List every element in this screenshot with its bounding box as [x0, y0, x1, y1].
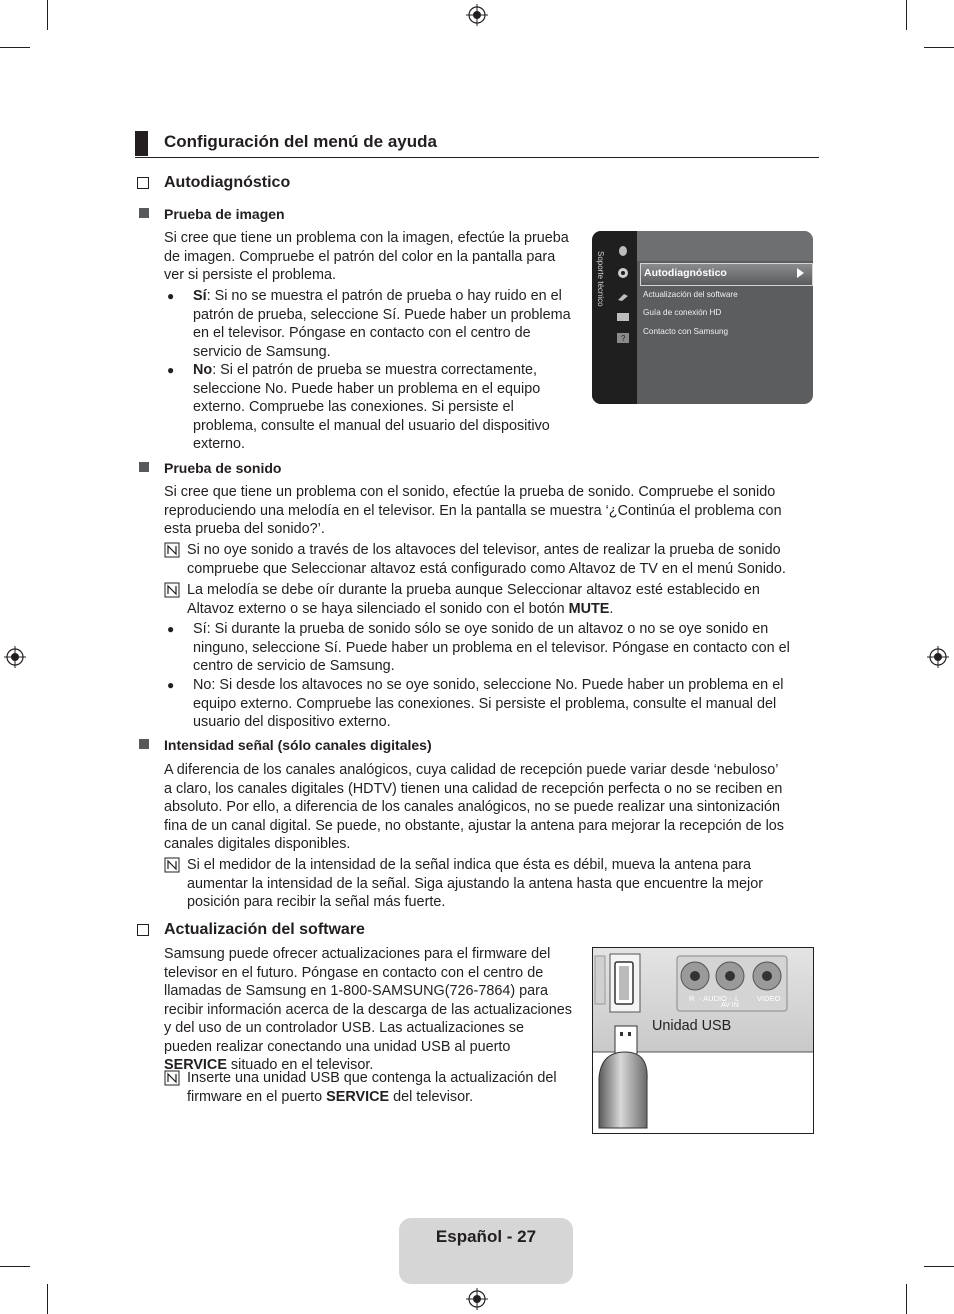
text-line: televisor en el futuro. Póngase en contacto con el centro de — [164, 964, 544, 981]
text-line: ver si persiste el problema. — [164, 267, 336, 283]
bold-service: SERVICE — [164, 1057, 227, 1073]
text-line — [187, 1088, 587, 1107]
note-icon — [164, 582, 180, 598]
text-line: fina de un canal digital. Se puede, no obstante, ajustar la antena para mejorar la recepción de los — [164, 817, 785, 834]
registration-mark-icon — [466, 1288, 488, 1310]
menu-item-autodiagnostico[interactable] — [640, 263, 813, 286]
text-line: Si cree que tiene un problema con el sonido, efectúe la prueba de sonido. Compruebe el sonido — [164, 484, 776, 500]
text-span: : Si el patrón de prueba se muestra correctamente, — [212, 362, 537, 378]
text-span: : Si no se muestra el patrón de prueba o hay ruido en el — [206, 288, 562, 304]
picture-icon — [616, 245, 630, 257]
text-line: A diferencia de los canales analógicos, cuya calidad de recepción puede variar desde ‘nebuloso’ — [164, 762, 779, 778]
sonido-bullet-si — [167, 620, 818, 676]
bold-service: SERVICE — [326, 1088, 390, 1105]
sonido-bullet-no — [167, 676, 818, 732]
sonido-paragraph — [164, 483, 814, 539]
text-line: ninguno, seleccione Sí. Puede haber un problema en el televisor. Póngase en contacto con el — [193, 639, 790, 656]
text-line: de imagen. Compruebe el patrón del color en la pantalla para — [164, 248, 556, 265]
menu-side-label: Soporte técnico — [596, 251, 605, 307]
bullet-dot-icon: ● — [167, 363, 175, 377]
bullet-dot-icon: ● — [167, 289, 175, 303]
text-line — [187, 600, 817, 619]
menu-item-label: Autodiagnóstico — [644, 267, 727, 279]
svg-text:?: ? — [621, 334, 626, 343]
text-line: Sí: Si durante la prueba de sonido sólo se oye sonido de un altavoz o no se oye sonido en — [193, 621, 769, 637]
registration-mark-icon — [466, 4, 488, 26]
text-span: . — [609, 600, 614, 617]
crop-mark — [47, 1284, 48, 1314]
text-line — [193, 361, 588, 380]
usb-drive-label: Unidad USB — [652, 1018, 732, 1034]
subheading-text: Prueba de sonido — [164, 460, 282, 476]
text-line: Samsung puede ofrecer actualizaciones para el firmware del — [164, 946, 551, 962]
registration-mark-icon — [927, 646, 949, 668]
crop-mark — [924, 47, 954, 48]
square-bullet-icon — [139, 739, 149, 749]
audio-port-label: - AUDIO - — [699, 994, 732, 1003]
text-line: en el televisor. Póngase en contacto con el centro de — [193, 325, 531, 341]
sonido-note-1 — [187, 541, 817, 578]
tv-rear-panel-illustration — [593, 948, 813, 1133]
satellite-icon — [616, 291, 630, 303]
heading-text: Autodiagnóstico — [164, 174, 291, 191]
text-line: recibir información acerca de la descarga de las actualizaciones — [164, 1001, 572, 1018]
text-line: absoluto. Por ello, a diferencia de los canales analógicos, no se puede realizar una sintonización — [164, 799, 780, 815]
text-line: centro de servicio de Samsung. — [193, 658, 395, 674]
text-line: usuario del dispositivo externo. — [193, 714, 391, 730]
text-line: posición para recibir la señal más fuerte. — [187, 894, 446, 910]
imagen-bullet-no — [167, 361, 588, 454]
text-line: Si el medidor de la intensidad de la señal indica que ésta es débil, mueva la antena para — [187, 857, 752, 873]
checkbox-square-icon — [137, 177, 149, 189]
heading-text: Actualización del software — [164, 921, 365, 938]
square-bullet-icon — [139, 208, 149, 218]
text-line: Si cree que tiene un problema con la imagen, efectúe la prueba — [164, 230, 569, 246]
text-line: patrón de prueba, seleccione Sí. Puede haber un problema — [193, 306, 571, 323]
subheading-text: Prueba de imagen — [164, 206, 285, 222]
page-number: Español - 27 — [435, 1227, 537, 1246]
text-line: externo. — [193, 436, 245, 452]
heading-autodiagnostico — [164, 174, 290, 192]
text-line: externo. Compruebe las conexiones. Si persiste el — [193, 399, 514, 415]
sonido-note-2 — [187, 581, 817, 618]
registration-mark-icon — [4, 646, 26, 668]
text-line: y del uso de un controlador USB. Las actualizaciones se — [164, 1020, 524, 1036]
text-line: compruebe que Seleccionar altavoz está configurado como Altavoz de TV en el menú Sonido. — [187, 560, 786, 577]
menu-item-actualizacion[interactable]: Actualización del software — [643, 290, 738, 299]
bold-mute: MUTE — [568, 600, 610, 617]
gear-icon — [616, 267, 630, 279]
text-line: esta prueba del sonido?’. — [164, 521, 325, 537]
text-line: canales digitales disponibles. — [164, 836, 351, 852]
subheading-prueba-imagen — [164, 206, 285, 222]
note-icon — [164, 542, 180, 558]
section-title-text: Configuración del menú de ayuda — [164, 132, 437, 151]
video-port-label: VIDEO — [757, 994, 781, 1003]
help-icon — [616, 332, 630, 344]
bold-key: No — [193, 362, 213, 378]
crop-mark — [0, 1266, 30, 1267]
senal-note — [187, 856, 817, 912]
subheading-intensidad-senal — [164, 737, 432, 753]
subheading-prueba-sonido — [164, 460, 281, 476]
text-span: Altavoz externo o se haya silenciado el sonido con el botón — [187, 600, 569, 617]
checkbox-square-icon — [137, 924, 149, 936]
heading-actualizacion — [164, 921, 365, 939]
text-line: aumentar la intensidad de la señal. Siga ajustando la antena hasta que encuentre la mejor — [187, 875, 764, 892]
menu-item-guia-hd[interactable]: Guía de conexión HD — [643, 308, 722, 317]
text-line: pueden realizar conectando una unidad USB al puerto — [164, 1038, 511, 1055]
crop-mark — [47, 0, 48, 30]
text-line — [193, 287, 588, 306]
crop-mark — [906, 0, 907, 30]
text-line: a claro, los canales digitales (HDTV) tienen una calidad de recepción perfecta o no se reciben en — [164, 780, 783, 797]
text-span: situado en el televisor. — [226, 1057, 374, 1073]
crop-mark — [906, 1284, 907, 1314]
bullet-dot-icon: ● — [167, 622, 175, 636]
arrow-right-icon — [797, 268, 804, 278]
bold-key: Sí — [193, 288, 207, 304]
senal-paragraph — [164, 761, 814, 854]
crop-mark — [924, 1266, 954, 1267]
actualizacion-paragraph — [164, 945, 589, 1075]
text-line: llamadas de Samsung en 1-800-SAMSUNG(726-7864) para — [164, 983, 548, 999]
audio-r-label: R — [689, 994, 695, 1003]
text-line: Si no oye sonido a través de los altavoces del televisor, antes de realizar la prueba de sonido — [187, 542, 781, 558]
bullet-dot-icon: ● — [167, 678, 175, 692]
note-icon — [164, 1070, 180, 1086]
title-bar — [135, 131, 148, 156]
text-line: reproduciendo una melodía en el televisor. En la pantalla se muestra ‘¿Continúa el problema con — [164, 502, 782, 519]
text-line: equipo externo. Compruebe las conexiones. Si persiste el problema, consulte el manual del — [193, 695, 777, 712]
text-span: firmware en el puerto — [187, 1088, 327, 1105]
usb-connection-figure — [592, 947, 814, 1134]
tv-menu-screenshot — [592, 231, 813, 404]
menu-header-band — [637, 231, 813, 261]
text-line: servicio de Samsung. — [193, 343, 331, 360]
text-line: problema, consulte el manual del usuario del dispositivo — [193, 417, 550, 434]
text-line: seleccione No. Puede haber un problema en el equipo — [193, 380, 541, 397]
imagen-paragraph — [164, 229, 589, 285]
section-title — [135, 131, 819, 158]
square-bullet-icon — [139, 462, 149, 472]
note-icon — [164, 857, 180, 873]
input-icon — [616, 311, 630, 323]
menu-item-contacto[interactable]: Contacto con Samsung — [643, 327, 729, 336]
text-line: La melodía se debe oír durante la prueba aunque Seleccionar altavoz esté establecido en — [187, 582, 760, 598]
actualizacion-note — [187, 1069, 587, 1106]
imagen-bullet-si — [167, 287, 588, 361]
text-line: Inserte una unidad USB que contenga la actualización del — [187, 1070, 557, 1086]
av-in-label: AV IN — [721, 1002, 739, 1009]
text-line: No: Si desde los altavoces no se oye sonido, seleccione No. Puede haber un problema en el — [193, 677, 784, 693]
subheading-text: Intensidad señal (sólo canales digitales) — [164, 737, 432, 753]
text-span: del televisor. — [389, 1088, 474, 1105]
crop-mark — [0, 47, 30, 48]
audio-l-label: L — [735, 994, 740, 1003]
page-number-tab — [399, 1218, 573, 1284]
